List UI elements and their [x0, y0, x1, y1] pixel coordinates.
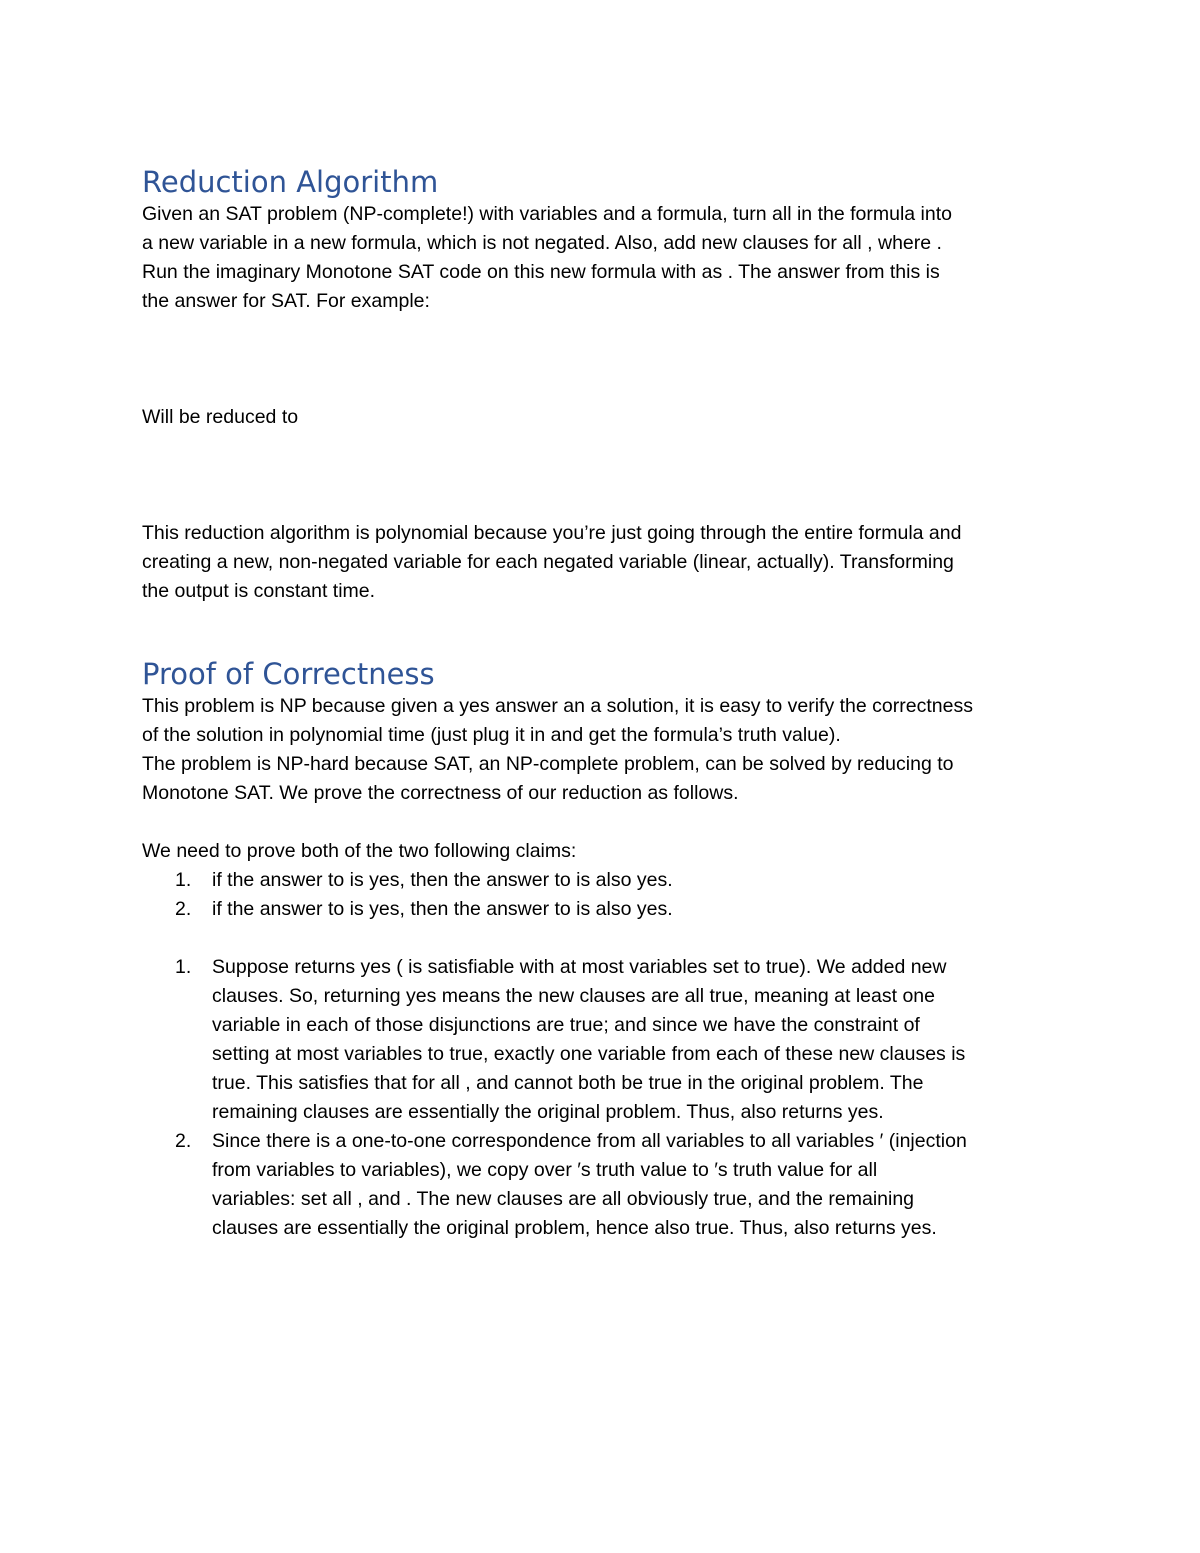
text-line: We need to prove both of the two following claims: — [142, 840, 577, 862]
paragraph-polynomial — [142, 519, 1072, 606]
text-line: true. This satisfies that for all , and cannot both be true in the original problem. The — [212, 1072, 924, 1094]
text-line: Run the imaginary Monotone SAT code on this new formula with as . The answer from this is — [142, 261, 940, 283]
paragraph-np — [142, 692, 1072, 808]
blank-line — [142, 808, 1072, 837]
text-line: of the solution in polynomial time (just plug it in and get the formula’s truth value). — [142, 724, 841, 746]
list-item — [142, 866, 1072, 895]
formula-placeholder-reduced — [142, 432, 1072, 519]
text-line: The problem is NP-hard because SAT, an NP-complete problem, can be solved by reducing to — [142, 753, 954, 775]
text-line: Since there is a one-to-one correspondence from all variables to all variables ′ (injection — [212, 1130, 967, 1152]
list-number: 2. — [175, 1130, 192, 1152]
claims-list — [142, 866, 1072, 924]
text-line: the output is constant time. — [142, 580, 376, 602]
list-number: 1. — [175, 956, 192, 978]
heading-proof-of-correctness: Proof of Correctness — [142, 657, 435, 691]
text-line: a new variable in a new formula, which is not negated. Also, add new clauses for all , where . — [142, 232, 942, 254]
text-line: clauses are essentially the original problem, hence also true. Thus, also returns yes. — [212, 1217, 937, 1239]
text-line: This problem is NP because given a yes answer an a solution, it is easy to verify the correctness — [142, 695, 973, 717]
text-line: setting at most variables to true, exactly one variable from each of these new clauses is — [212, 1043, 966, 1065]
text-line: Suppose returns yes ( is satisfiable with at most variables set to true). We added new — [212, 956, 947, 978]
text-line: variable in each of those disjunctions are true; and since we have the constraint of — [212, 1014, 920, 1036]
paragraph-intro — [142, 200, 1072, 316]
text-line: Given an SAT problem (NP-complete!) with variables and a formula, turn all in the formula into — [142, 203, 952, 225]
text-line: This reduction algorithm is polynomial because you’re just going through the entire formula and — [142, 522, 962, 544]
text-line: if the answer to is yes, then the answer to is also yes. — [212, 898, 673, 920]
list-number: 1. — [175, 869, 192, 891]
list-item — [142, 1127, 1072, 1243]
heading-reduction-algorithm: Reduction Algorithm — [142, 165, 439, 199]
formula-placeholder-original — [142, 316, 1072, 403]
text-line: creating a new, non-negated variable for each negated variable (linear, actually). Transforming — [142, 551, 954, 573]
text-line: clauses. So, returning yes means the new clauses are all true, meaning at least one — [212, 985, 935, 1007]
proofs-list — [142, 953, 1072, 1243]
section-gap — [142, 606, 1072, 656]
text-line: remaining clauses are essentially the original problem. Thus, also returns yes. — [212, 1101, 884, 1123]
paragraph-claims-intro — [142, 837, 1072, 866]
list-item — [142, 953, 1072, 1127]
document-content — [142, 164, 1072, 1243]
paragraph-reduced-to — [142, 403, 1072, 432]
list-item — [142, 895, 1072, 924]
text-line: Will be reduced to — [142, 406, 299, 428]
text-line: from variables to variables), we copy over ′s truth value to ′s truth value for all — [212, 1159, 878, 1181]
text-line: variables: set all , and . The new clauses are all obviously true, and the remaining — [212, 1188, 915, 1210]
blank-line — [142, 924, 1072, 953]
text-line: Monotone SAT. We prove the correctness of our reduction as follows. — [142, 782, 739, 804]
text-line: the answer for SAT. For example: — [142, 290, 430, 312]
text-line: if the answer to is yes, then the answer to is also yes. — [212, 869, 673, 891]
list-number: 2. — [175, 898, 192, 920]
